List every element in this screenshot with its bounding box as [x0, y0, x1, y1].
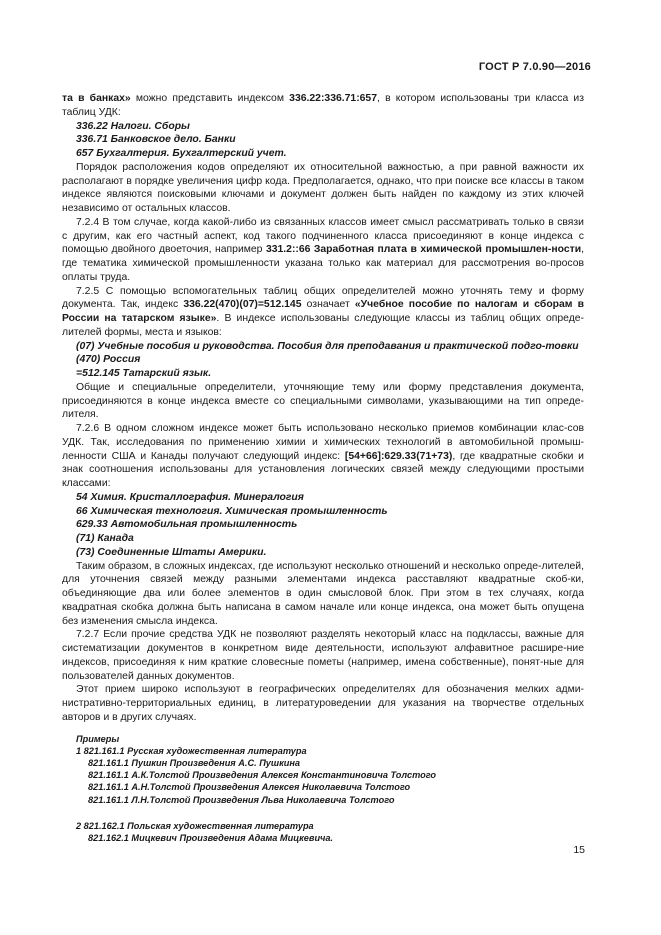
class-line: =512.145 Татарский язык. [76, 368, 212, 379]
text-run: , где квадратные скобки и знак соотношения использованы для установления логических связей между следующими простыми классами: [62, 450, 584, 489]
example-group-head: 1 821.161.1 Русская художественная литература [76, 745, 307, 756]
text-run: 331.2::66 Заработная плата в химической промышлен-ности [265, 244, 582, 256]
paragraph-7-2-7: 7.2.7 Если прочие средства УДК не позволяют разделять некоторый класс на подклассы, важные для систематизации документов в конкретном виде деятельности, используют алфавитное расшире-ние индексов, присоединяя к ним краткие словесные пометы (например, имена собственные), понят-ные для пользователей данных документов. [62, 629, 584, 682]
example-line: 821.161.1 Л.Н.Толстой Произведения Льва Николаевича Толстого [88, 794, 395, 805]
class-line: 336.71 Банковское дело. Банки [76, 134, 236, 146]
text-run: 336.22(470)(07)=512.145 [183, 299, 302, 311]
example-line: 821.161.1 А.Н.Толстой Произведения Алексея Николаевича Толстого [88, 782, 411, 793]
class-line: 66 Химическая технология. Химическая промышленность [76, 505, 388, 517]
class-line: 54 Химия. Кристаллография. Минералогия [76, 491, 304, 503]
class-line: (71) Канада [76, 533, 134, 544]
paragraph-order: Порядок расположения кодов определяют их относительной важностью, а при равной важности их располагают в порядке увеличения цифр кода. Предполагается, однако, что при поиске все классы в таком индексе являются поисковыми ключами и документ должен быть найден по каждому из этих ключей независимо от остальных классов. [62, 161, 584, 214]
class-line: (07) Учебные пособия и руководства. Пособия для преподавания и практической подго-товки [76, 340, 579, 352]
paragraph-7-2-5 [62, 285, 584, 340]
text-run: 7.2.4 В том случае, когда какой-либо из связанных классов имеет смысл рассматривать только в связи с другим, как его частный аспект, код такого подчиненного класса присоединяют в конце индекса с помощью двойного двоеточия, например [62, 216, 584, 256]
text-run: можно представить индексом [130, 93, 290, 104]
example-line: 821.161.1 Пушкин Произведения А.С. Пушкина [88, 757, 301, 768]
text-run: «Учебное пособие по налогам и сборам в России на татарском языке» [62, 299, 585, 324]
example-group-head: 2 821.162.1 Польская художественная литература [76, 820, 314, 831]
text-run: 336.22:336.71:657 [289, 93, 377, 104]
standard-header: ГОСТ Р 7.0.90—2016 [478, 61, 591, 73]
paragraph-intro [62, 92, 584, 120]
paragraph-geography: Этот прием широко используют в географических определителях для обозначения мелких адми-нистративно-территориальных единиц, в литературоведении для указания на творчестве отдельных авторов и в других случаях. [62, 684, 584, 723]
text-run: 7.2.6 В одном сложном индексе может быть использовано несколько приемов комбинации клас-сов УДК. Так, исследования по применению химии и химических технологий в автомобильной промыш-ленности США и Канады получают следующий индекс: [62, 423, 584, 462]
text-run: та в банках» [62, 93, 131, 104]
class-line: 657 Бухгалтерия. Бухгалтерский учет. [76, 148, 287, 159]
examples-title: Примеры [76, 733, 120, 744]
page-body [62, 92, 584, 844]
text-run: . В индексе использованы следующие классы из таблиц общих опреде-лителей формы, места и языков: [62, 313, 585, 338]
paragraph-determinants: Общие и специальные определители, уточняющие тему или форму представления документа, присоединяются в конце индекса вместе со специальными символами, указывающими на тип опреде-лителя. [62, 381, 584, 421]
paragraph-brackets: Таким образом, в сложных индексах, где используют несколько отношений и несколько опреде-лителей, для уточнения связей между разными элементами индекса расставляют квадратные скоб-ки, объединяющие два или более элементов в один смысловой блок. При этом в тех случаях, когда квадратная скобка должна быть написана в самом начале или конце индекса, она может быть опущена без изменения смысла индекса. [62, 560, 584, 627]
text-run: 7.2.5 С помощью вспомогательных таблиц общих определителей можно уточнять тему и форму документа. Так, индекс [62, 285, 584, 311]
text-run: , где тематика химической промышленности указана только как материал для рассмотрения во-просов оплаты труда. [62, 244, 584, 283]
paragraph-7-2-6 [62, 422, 584, 491]
spacer [62, 806, 584, 820]
class-line: (73) Соединенные Штаты Америки. [76, 546, 267, 558]
text-run: [54+66]:629.33(71+73) [344, 450, 453, 462]
class-line: 336.22 Налоги. Сборы [76, 120, 190, 132]
paragraph-7-2-4 [62, 216, 584, 285]
example-line: 821.161.1 А.К.Толстой Произведения Алексея Константиновича Толстого [88, 770, 437, 781]
class-line: (470) Россия [76, 354, 141, 366]
example-line: 821.162.1 Мицкевич Произведения Адама Мицкевича. [88, 832, 334, 843]
text-run: означает [301, 299, 355, 311]
text-run: , в котором использованы три класса из таблиц УДК: [62, 93, 584, 118]
page-number: 15 [573, 844, 585, 856]
class-line: 629.33 Автомобильная промышленность [76, 519, 298, 531]
